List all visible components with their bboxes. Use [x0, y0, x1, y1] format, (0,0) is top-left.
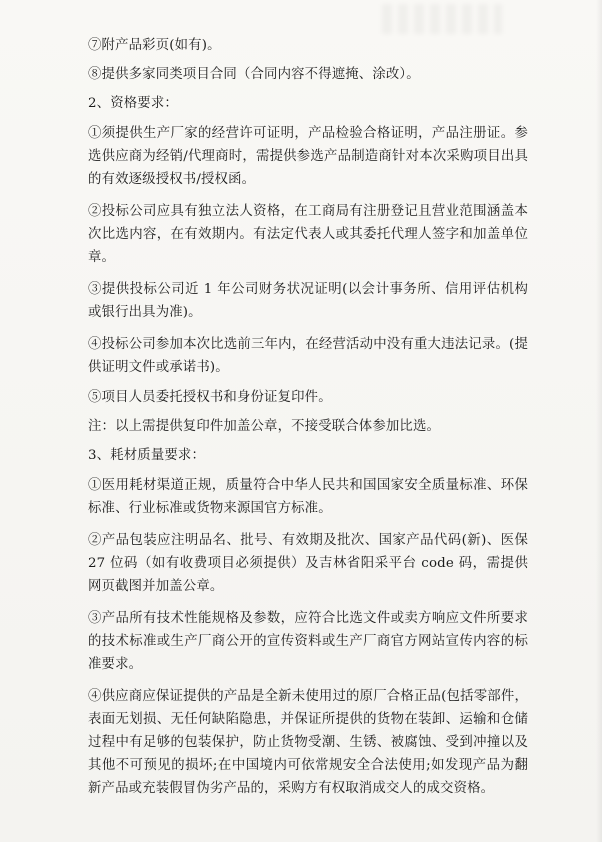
- quality-item-4: ④供应商应保证提供的产品是全新未使用过的原厂合格正品(包括零部件，表面无划损、无任何缺陷隐患，并保证所提供的货物在装卸、运输和仓储过程中有足够的包装保护，防止货物受潮、生锈、被腐蚀、受到冲撞以及其他不可预见的损坏;在中国境内可依常规安全合法使用;如发现产品为翻新产品或充装假冒伪劣产品的，采购方有权取消成交人的成交资格。: [88, 689, 528, 796]
- quality-item-2: ②产品包装应注明品名、批号、有效期及批次、国家产品代码(新)、医保 27 位码（如有收费项目必须提供）及吉林省阳采平台 code 码，需提供网页截图并加盖公章。: [88, 533, 528, 594]
- item-8-similar-contracts: ⑧提供多家同类项目合同（合同内容不得遮掩、涂改）。: [88, 67, 420, 82]
- qualification-note: 注：以上需提供复印件加盖公章，不接受联合体参加比选。: [88, 419, 441, 434]
- page-edge-shadow: [596, 0, 602, 842]
- qualification-item-5: ⑤项目人员委托授权书和身份证复印件。: [88, 390, 332, 405]
- qualification-item-3: ③提供投标公司近 1 年公司财务状况证明(以会计事务所、信用评估机构或银行出具为准)。: [88, 282, 528, 320]
- qualification-item-1: ①须提供生产厂家的经营许可证明，产品检验合格证明，产品注册证。参选供应商为经销/代理商时，需提供参选产品制造商针对本次采购项目出具的有效逐级授权书/授权函。: [88, 126, 528, 187]
- item-7-color-brochure: ⑦附产品彩页(如有)。: [88, 38, 221, 53]
- qualification-item-2: ②投标公司应具有独立法人资格，在工商局有注册登记且营业范围涵盖本次比选内容，在有效期内。有法定代表人或其委托代理人签字和加盖单位章。: [88, 204, 528, 265]
- document-body: [88, 36, 528, 809]
- bleed-through-mark: [382, 4, 502, 34]
- section-3-heading: 3、耗材质量要求：: [88, 448, 205, 463]
- quality-item-1: ①医用耗材渠道正规，质量符合中华人民共和国国家安全质量标准、环保标准、行业标准或货物来源国官方标准。: [88, 478, 528, 516]
- section-2-heading: 2、资格要求：: [88, 96, 178, 111]
- quality-item-3: ③产品所有技术性能规格及参数，应符合比选文件或卖方响应文件所要求的技术标准或生产厂商公开的宣传资料或生产厂商官方网站宣传内容的标准要求。: [88, 611, 528, 672]
- qualification-item-4: ④投标公司参加本次比选前三年内，在经营活动中没有重大违法记录。(提供证明文件或承诺书)。: [88, 337, 528, 375]
